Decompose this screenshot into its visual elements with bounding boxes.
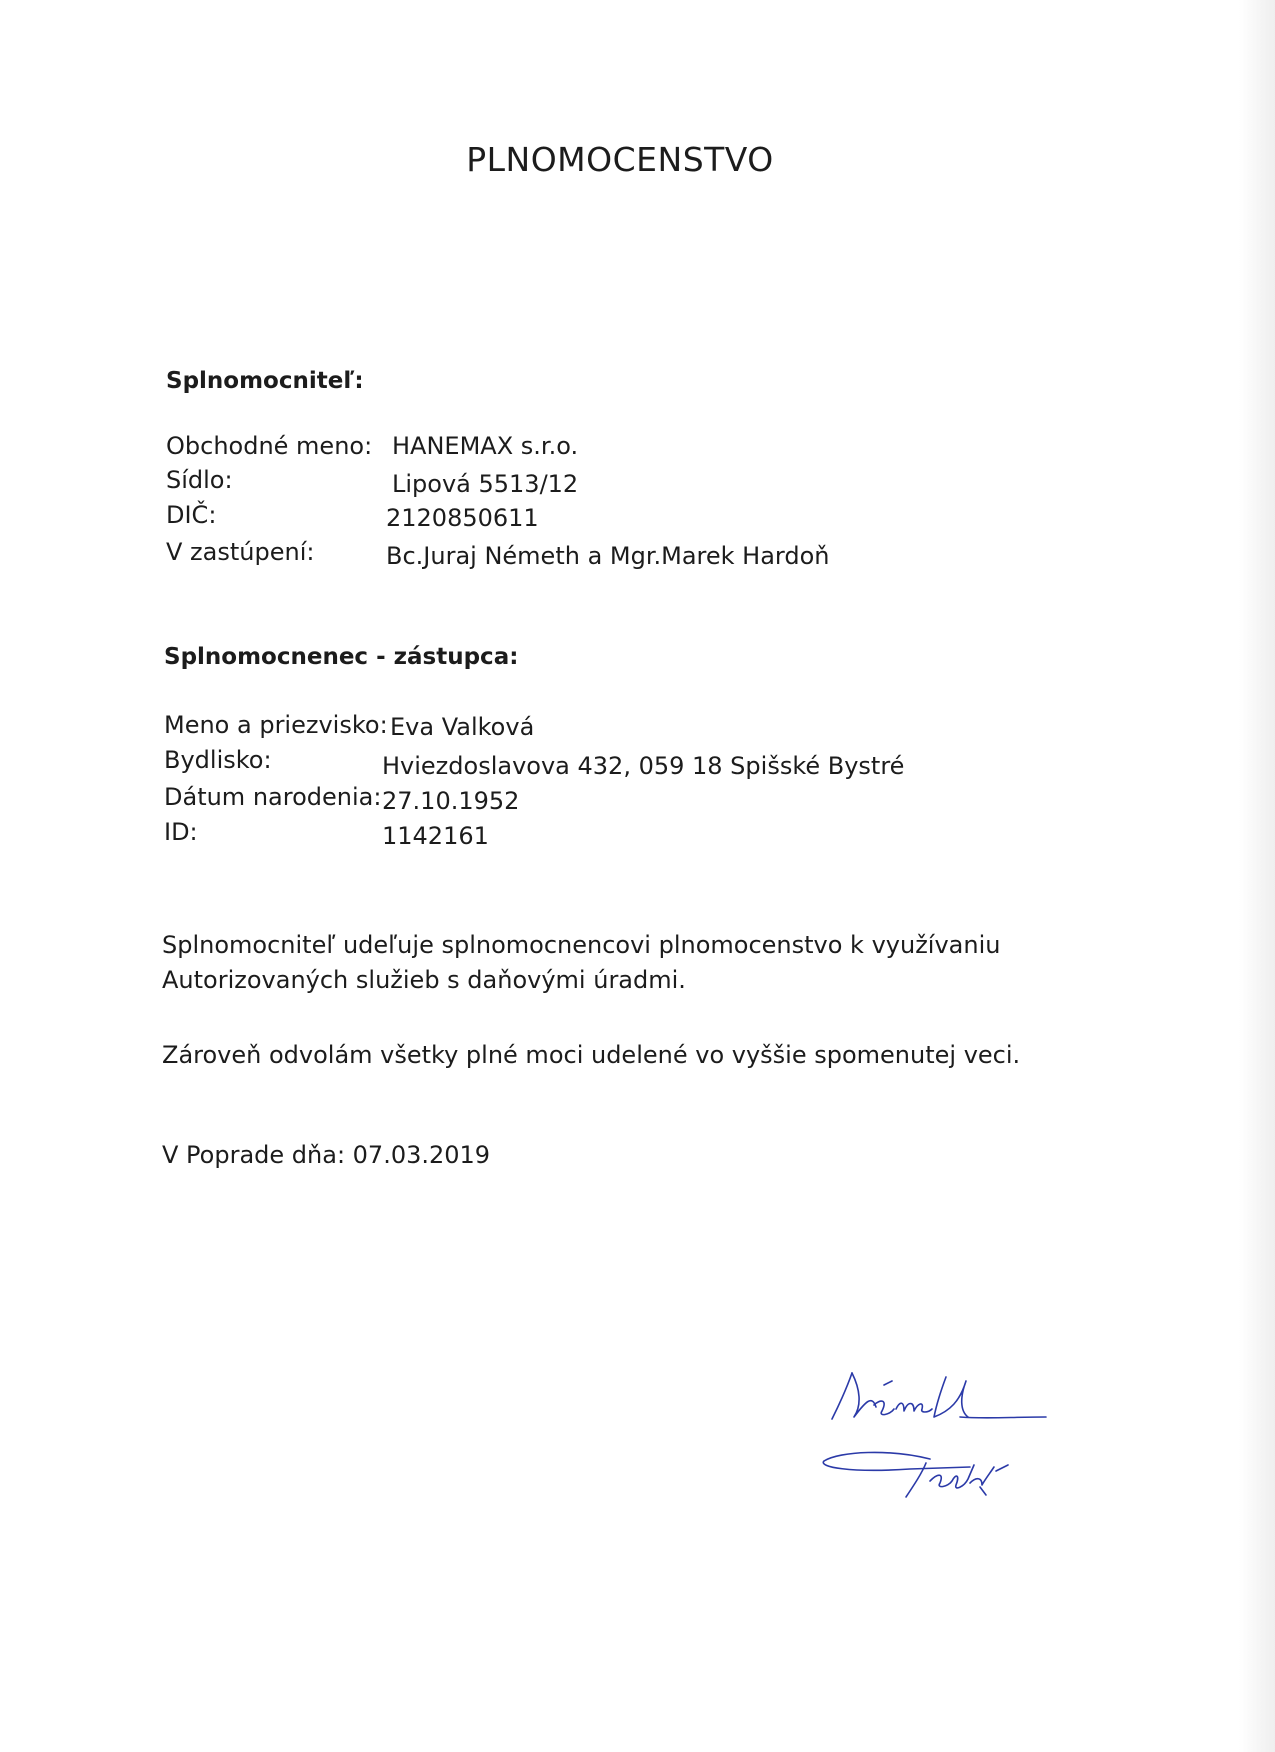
field-label: Sídlo: — [166, 466, 233, 494]
field-value: Bc.Juraj Németh a Mgr.Marek Hardoň — [386, 542, 830, 570]
field-value: Eva Valková — [390, 713, 535, 741]
field-label: Meno a priezvisko: — [164, 711, 388, 739]
field-value: Lipová 5513/12 — [392, 470, 579, 498]
principal-heading: Splnomocniteľ: — [166, 368, 364, 394]
field-label: V zastúpení: — [166, 538, 315, 566]
agent-heading: Splnomocnenec - zástupca: — [164, 644, 519, 670]
field-value: 1142161 — [382, 822, 489, 850]
field-label: Bydlisko: — [164, 746, 272, 774]
field-label: Dátum narodenia: — [164, 783, 382, 811]
field-value: 2120850611 — [386, 504, 539, 532]
revocation-paragraph: Zároveň odvolám všetky plné moci udelené vo vyššie spomenutej veci. — [162, 1041, 1021, 1069]
signatures-image — [810, 1355, 1060, 1515]
field-value: HANEMAX s.r.o. — [392, 432, 579, 460]
place-date: V Poprade dňa: 07.03.2019 — [162, 1141, 491, 1169]
document-title: PLNOMOCENSTVO — [466, 140, 774, 179]
field-label: ID: — [164, 818, 198, 846]
grant-paragraph: Splnomocniteľ udeľuje splnomocnencovi plnomocenstvo k využívaniu Autorizovaných služieb s daňovými úradmi. — [162, 931, 1001, 994]
field-label: Obchodné meno: — [166, 432, 373, 460]
field-value: Hviezdoslavova 432, 059 18 Spišské Bystré — [382, 752, 905, 780]
field-label: DIČ: — [166, 501, 217, 529]
scan-edge-shadow — [1239, 0, 1275, 1752]
field-value: 27.10.1952 — [382, 787, 520, 815]
